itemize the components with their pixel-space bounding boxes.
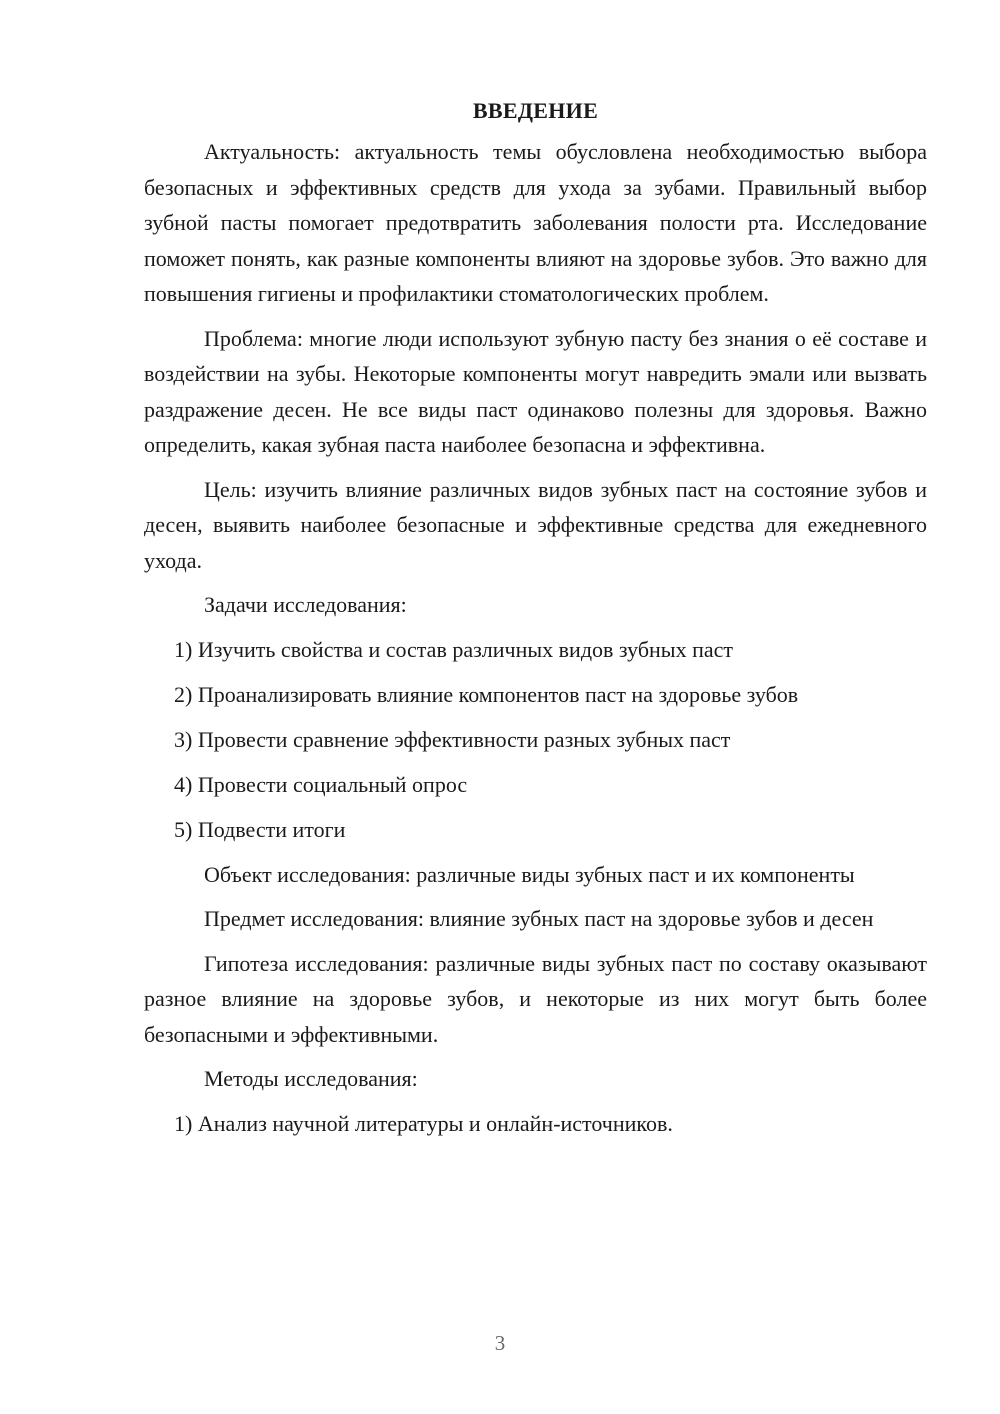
section-heading: ВВЕДЕНИЕ (472, 98, 599, 123)
list-item: 5) Подвести итоги (174, 816, 346, 842)
methods-label: Методы исследования: (204, 1066, 418, 1091)
page-content (144, 96, 927, 1151)
list-item: 1) Изучить свойства и состав различных видов зубных паст (174, 636, 734, 662)
methods-list (144, 1106, 927, 1142)
problem-paragraph: Проблема: многие люди используют зубную пасту без знания о её составе и воздействии на зубы. Некоторые компоненты могут навредить эмали или вызвать раздражение десен. Не все виды паст одинаково полезны для здоровья. Важно определить, какая зубная паста наиболее безопасна и эффективна. (144, 325, 927, 457)
list-item: 4) Провести социальный опрос (174, 771, 468, 797)
list-item: 2) Проанализировать влияние компонентов паст на здоровье зубов (174, 681, 799, 707)
list-item: 3) Провести сравнение эффективности разных зубных паст (174, 726, 731, 752)
hypothesis-paragraph: Гипотеза исследования: различные виды зубных паст по составу оказывают разное влияние на здоровье зубов, и некоторые из них могут быть более безопасными и эффективными. (144, 950, 927, 1047)
object-paragraph: Объект исследования: различные виды зубных паст и их компоненты (204, 861, 855, 887)
relevance-paragraph: Актуальность: актуальность темы обусловлена необходимостью выбора безопасных и эффективных средств для ухода за зубами. Правильный выбор зубной пасты помогает предотвратить заболевания полости рта. Исследование поможет понять, как разные компоненты влияют на здоровье зубов. Это важно для повышения гигиены и профилактики стоматологических проблем. (144, 139, 927, 306)
goal-paragraph: Цель: изучить влияние различных видов зубных паст на состояние зубов и десен, выявить наиболее безопасные и эффективные средства для ежедневного ухода. (144, 476, 927, 573)
page-number: 3 (494, 1331, 506, 1355)
tasks-list (144, 632, 927, 848)
subject-paragraph: Предмет исследования: влияние зубных паст на здоровье зубов и десен (204, 906, 874, 931)
list-item: 1) Анализ научной литературы и онлайн-источников. (174, 1110, 673, 1136)
tasks-label: Задачи исследования: (204, 592, 407, 617)
